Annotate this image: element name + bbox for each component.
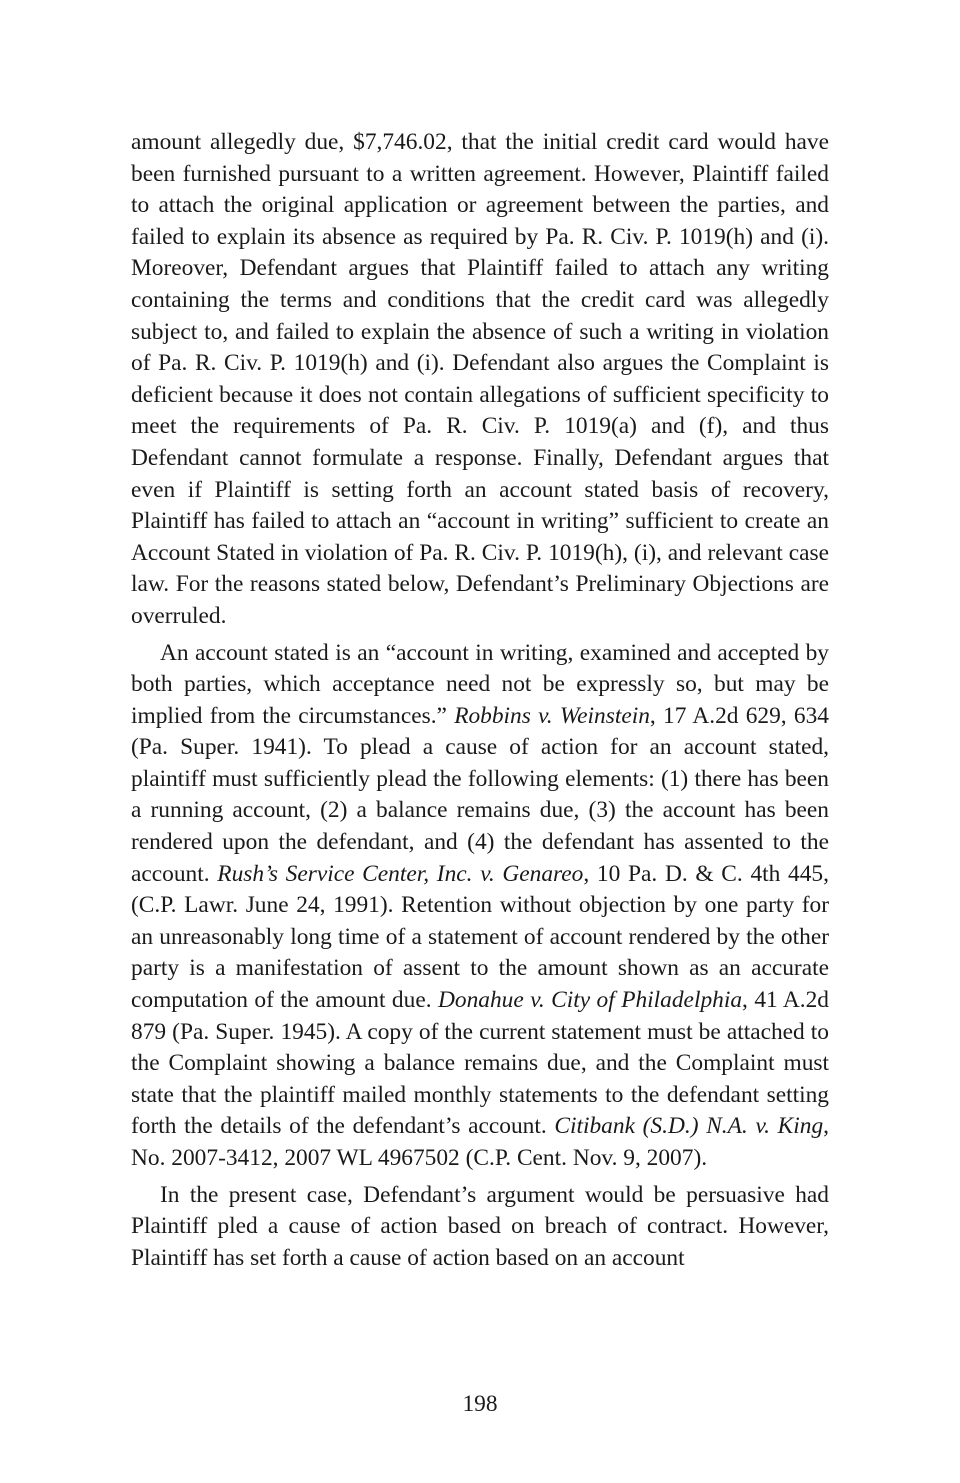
text-segment: , No. 2007-3412, 2007 WL 4967502 (C.P. Cent. Nov. 9, 2007). (131, 1113, 829, 1171)
text-segment: , 10 Pa. D. & C. 4th 445, (C.P. Lawr. June 24, 1991). Retention without objection by one party for an unreasonably long time of a statement of account rendered by the other party is a manifestation of assent to the amount shown as an accurate computation of the amount due. (131, 860, 829, 1014)
paragraph-1 (131, 127, 829, 633)
case-citation: Robbins v. Weinstein (454, 702, 650, 729)
text-segment: , 41 A.2d 879 (Pa. Super. 1945). A copy of the current statement must be attached to the Complaint showing a balance remains due, and the Complaint must state that the plaintiff mailed monthly statements to the defendant setting forth the details of the defendant’s account. (131, 987, 829, 1140)
case-citation: Rush’s Service Center, Inc. v. Genareo (217, 860, 584, 887)
case-citation: Citibank (S.D.) N.A. v. King (554, 1113, 824, 1140)
page-number: 198 (462, 1391, 498, 1417)
text-segment: amount allegedly due, $7,746.02, that the initial credit card would have been furnished pursuant to a written agreement. However, Plaintiff failed to attach the original application or agreement between the parties, and failed to explain its absence as required by Pa. R. Civ. P. 1019(h) and (i). Moreover, Defendant argues that Plaintiff failed to attach any writing containing the terms and conditions that the credit card was allegedly subject to, and failed to explain the absence of such a writing in violation of Pa. R. Civ. P. 1019(h) and (i). Defendant also argues the Complaint is deficient because it does not contain allegations of sufficient specificity to meet the requirements of Pa. R. Civ. P. 1019(a) and (f), and thus Defendant cannot formulate a response. Finally, Defendant argues that even if Plaintiff is setting forth an account stated basis of recovery, Plaintiff has failed to attach an “account in writing” sufficient to create an Account Stated in violation of Pa. R. Civ. P. 1019(h), (i), and relevant case law. For the reasons stated below, Defendant’s Preliminary Objections are overruled. (131, 129, 829, 629)
text-segment: In the present case, Defendant’s argument would be persuasive had Plaintiff pled a cause of action based on breach of contract. However, Plaintiff has set forth a cause of action based on an account (131, 1181, 829, 1271)
case-citation: Donahue v. City of Philadelphia (438, 987, 743, 1014)
paragraph-2 (131, 638, 829, 1175)
text-segment: An account stated is an “account in writing, examined and accepted by both parties, which acceptance need not be expressly so, but may be implied from the circumstances.” (131, 639, 829, 729)
paragraph-3 (131, 1180, 829, 1275)
body-text (131, 127, 829, 1274)
text-segment: , 17 A.2d 629, 634 (Pa. Super. 1941). To plead a cause of action for an account stated, plaintiff must sufficiently plead the following elements: (1) there has been a running account, (2) a balance remains due, (3) the account has been rendered upon the defendant, and (4) the defendant has assented to the account. (131, 702, 829, 887)
